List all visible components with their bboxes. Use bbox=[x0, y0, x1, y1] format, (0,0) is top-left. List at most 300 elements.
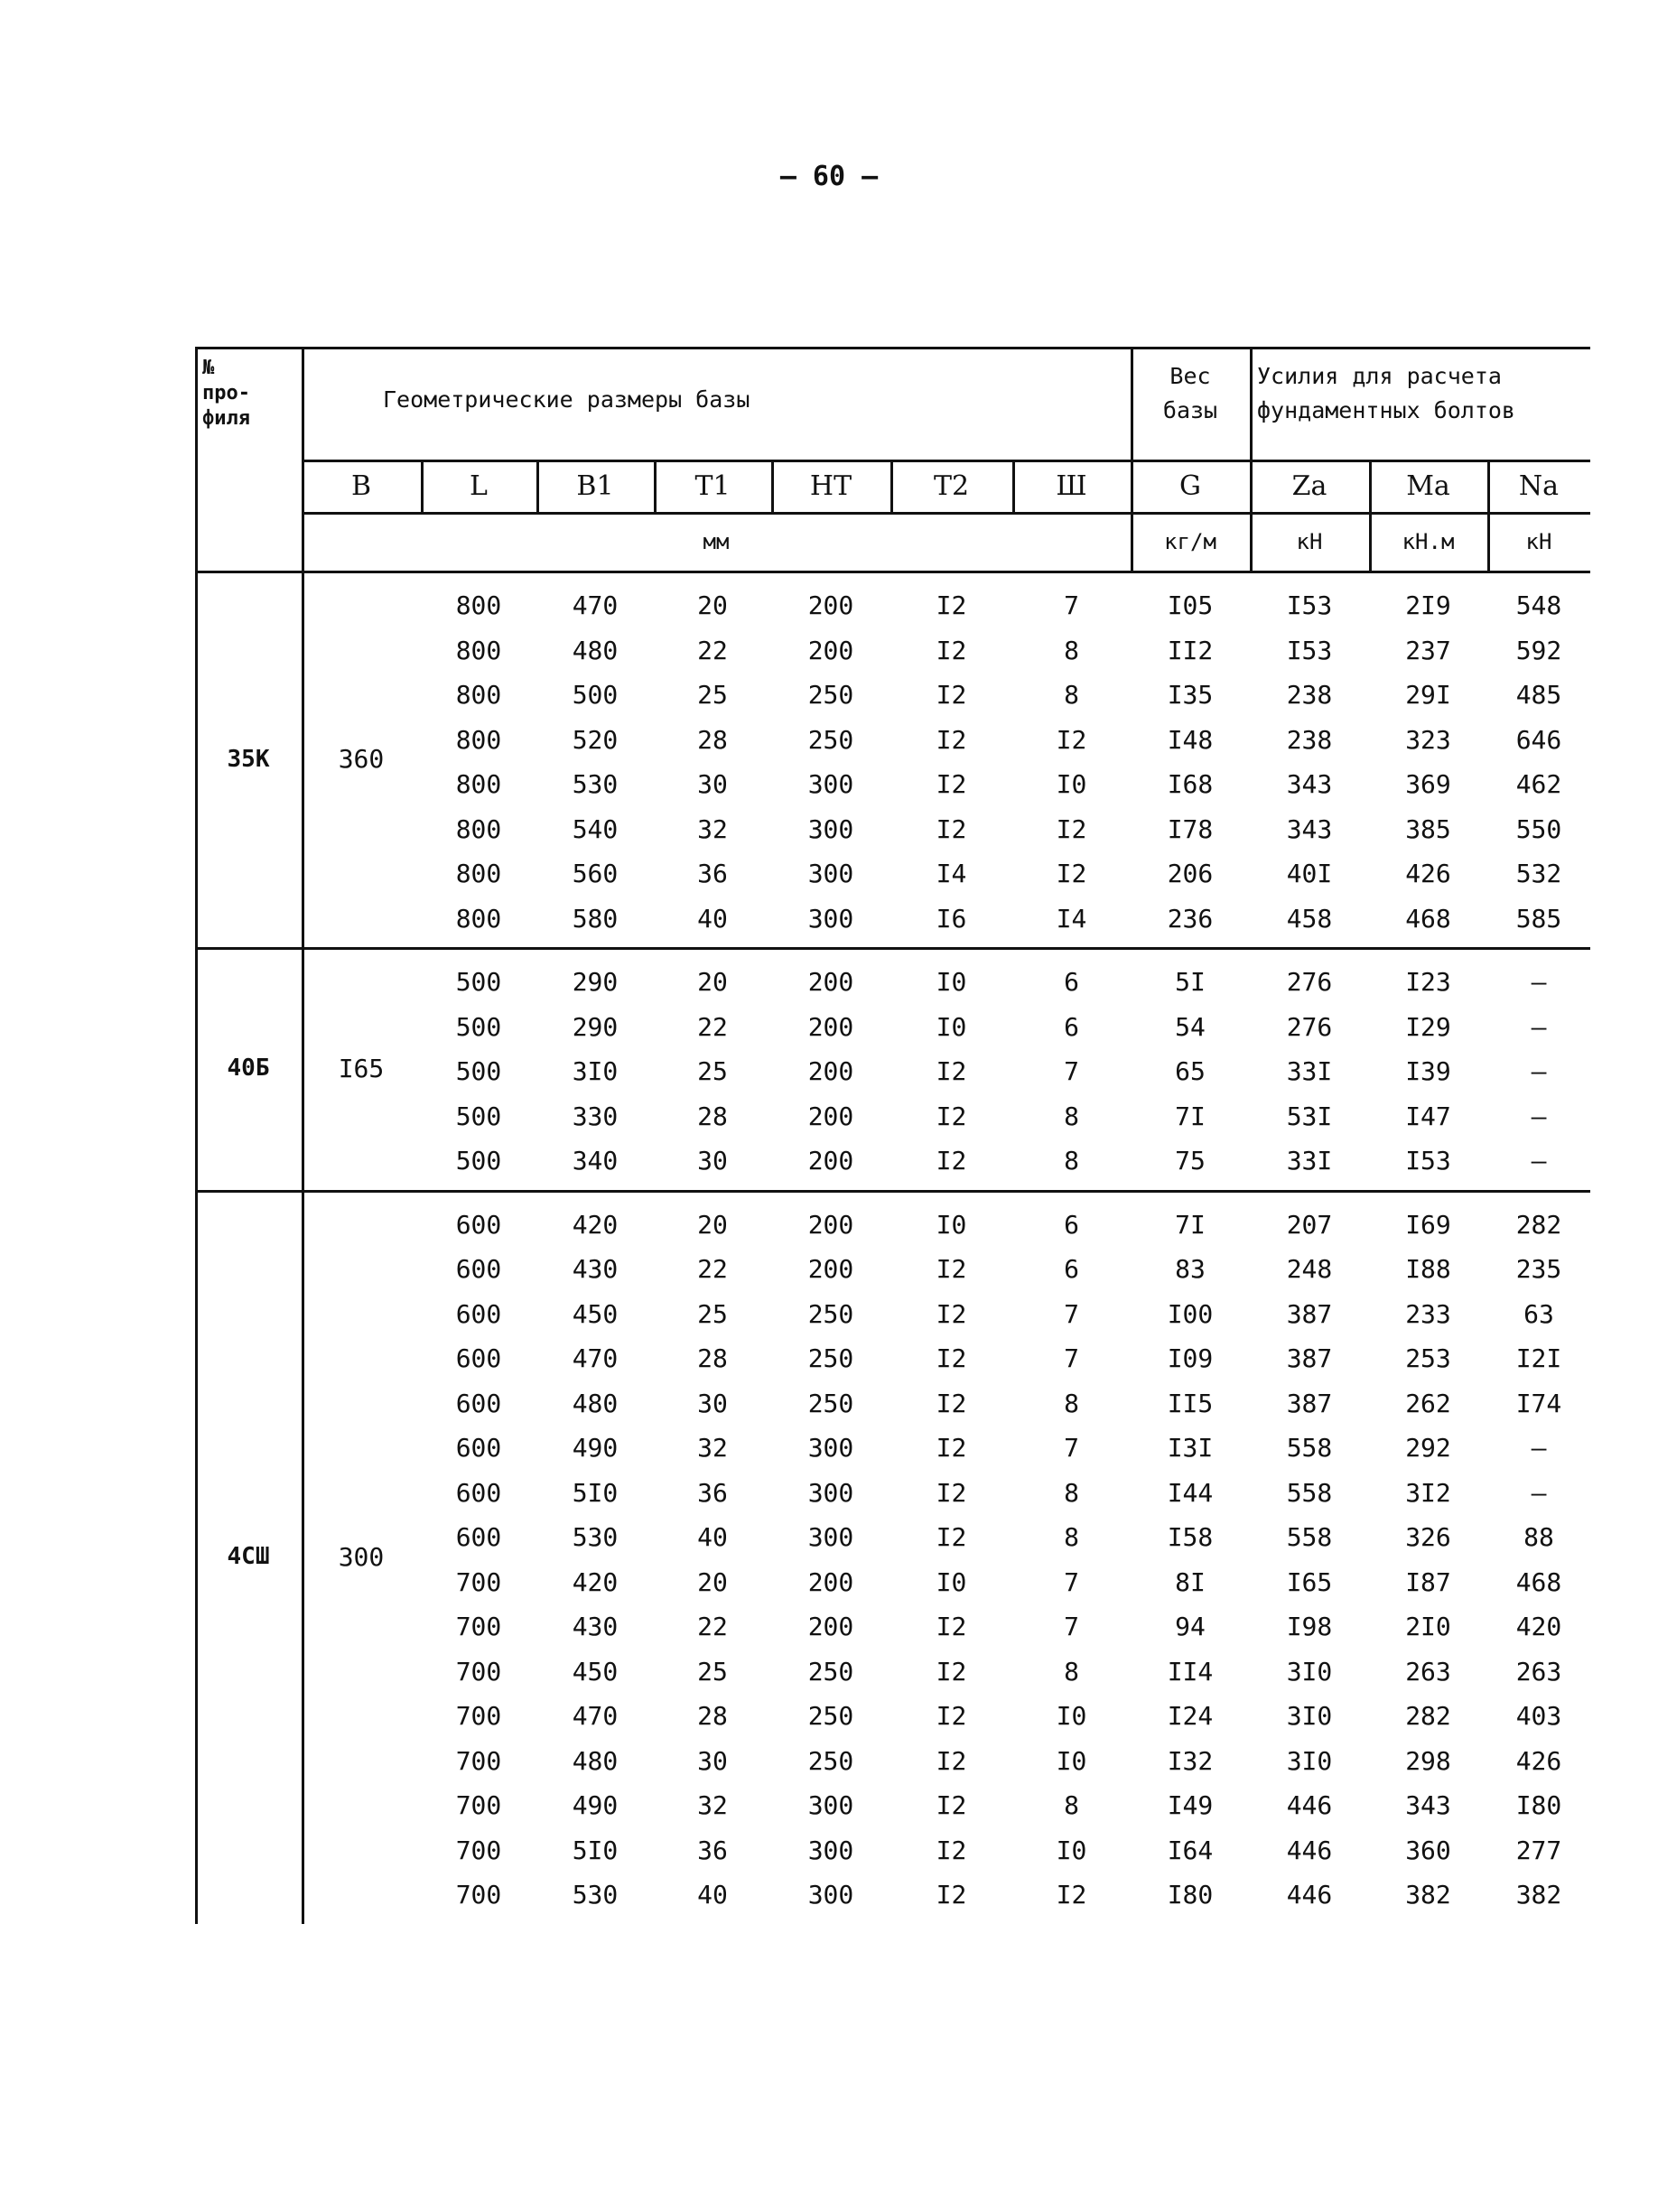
table-cell: 292 bbox=[1405, 1433, 1451, 1464]
table-cell: 250 bbox=[807, 680, 854, 711]
table-cell: I2 bbox=[936, 1745, 967, 1776]
table-cell: I47 bbox=[1405, 1101, 1451, 1131]
table-cell: 300 bbox=[807, 1835, 854, 1865]
base-dimensions-table bbox=[195, 347, 1590, 1918]
table-cell: 40 bbox=[697, 903, 728, 934]
table-cell: 36 bbox=[697, 1477, 728, 1508]
table-cell: I65 bbox=[1286, 1566, 1333, 1597]
table-cell: 8 bbox=[1064, 1101, 1079, 1131]
table-cell: 22 bbox=[697, 1612, 728, 1642]
table-cell: I2 bbox=[936, 590, 967, 621]
table-cell: 300 bbox=[807, 903, 854, 934]
table-cell: 2I9 bbox=[1405, 590, 1451, 621]
table-cell: I78 bbox=[1167, 813, 1214, 844]
table-cell: 28 bbox=[697, 1701, 728, 1732]
table-cell: I53 bbox=[1405, 1146, 1451, 1176]
table-cell: I39 bbox=[1405, 1056, 1451, 1087]
table-cell: 387 bbox=[1286, 1343, 1333, 1374]
table-cell: 480 bbox=[572, 635, 619, 665]
table-cell: 33I bbox=[1286, 1056, 1333, 1087]
header-column-line bbox=[890, 460, 893, 512]
table-cell: I3I bbox=[1167, 1433, 1214, 1464]
table-cell: 6 bbox=[1064, 1011, 1079, 1042]
table-cell: 32 bbox=[697, 1433, 728, 1464]
table-cell: I2 bbox=[1056, 1880, 1087, 1910]
table-cell: I88 bbox=[1405, 1254, 1451, 1285]
table-cell: 7 bbox=[1064, 1566, 1079, 1597]
table-cell: 25 bbox=[697, 1656, 728, 1687]
header-column-line bbox=[1250, 347, 1253, 571]
table-cell: II2 bbox=[1167, 635, 1214, 665]
table-cell: 600 bbox=[455, 1209, 502, 1240]
table-cell: 558 bbox=[1286, 1522, 1333, 1553]
table-cell: I0 bbox=[1056, 1745, 1087, 1776]
table-cell: 3I0 bbox=[1286, 1745, 1333, 1776]
table-cell: 7I bbox=[1175, 1209, 1206, 1240]
table-cell: 8 bbox=[1064, 1790, 1079, 1821]
table-cell: 548 bbox=[1515, 590, 1562, 621]
table-cell: – bbox=[1531, 1056, 1547, 1087]
table-cell: 276 bbox=[1286, 1011, 1333, 1042]
table-cell: I2 bbox=[936, 1790, 967, 1821]
table-cell: 382 bbox=[1515, 1880, 1562, 1910]
table-cell: I68 bbox=[1167, 769, 1214, 800]
table-cell: 7 bbox=[1064, 1056, 1079, 1087]
table-cell: 32 bbox=[697, 1790, 728, 1821]
table-cell: 500 bbox=[455, 1101, 502, 1131]
profile-column-line bbox=[302, 571, 304, 1924]
table-cell: 75 bbox=[1175, 1146, 1206, 1176]
table-cell: 560 bbox=[572, 859, 619, 889]
table-cell: 3I0 bbox=[1286, 1701, 1333, 1732]
profile-number-header-line: № bbox=[202, 357, 215, 379]
table-cell: – bbox=[1531, 1477, 1547, 1508]
table-cell: 30 bbox=[697, 1146, 728, 1176]
table-cell: 530 bbox=[572, 1880, 619, 1910]
unit-kg-m: кг/м bbox=[1164, 528, 1216, 554]
table-cell: 700 bbox=[455, 1835, 502, 1865]
table-cell: 580 bbox=[572, 903, 619, 934]
table-cell: 282 bbox=[1405, 1701, 1451, 1732]
table-cell: 500 bbox=[455, 1146, 502, 1176]
table-cell: 468 bbox=[1405, 903, 1451, 934]
table-cell: 420 bbox=[572, 1209, 619, 1240]
table-cell: 5I0 bbox=[572, 1835, 619, 1865]
table-cell: 282 bbox=[1515, 1209, 1562, 1240]
table-cell: 250 bbox=[807, 724, 854, 755]
table-cell: 426 bbox=[1405, 859, 1451, 889]
table-cell: I80 bbox=[1167, 1880, 1214, 1910]
table-cell: 800 bbox=[455, 590, 502, 621]
table-cell: 300 bbox=[807, 1790, 854, 1821]
table-cell: 207 bbox=[1286, 1209, 1333, 1240]
table-cell: 800 bbox=[455, 903, 502, 934]
table-cell: 200 bbox=[807, 1612, 854, 1642]
table-cell: I2 bbox=[936, 1835, 967, 1865]
table-cell: 250 bbox=[807, 1298, 854, 1329]
table-cell: I2 bbox=[1056, 813, 1087, 844]
table-cell: 500 bbox=[455, 1056, 502, 1087]
table-cell: I0 bbox=[1056, 1701, 1087, 1732]
table-cell: I2 bbox=[936, 1298, 967, 1329]
table-cell: 200 bbox=[807, 967, 854, 998]
table-cell: 470 bbox=[572, 1343, 619, 1374]
table-cell: 300 bbox=[807, 859, 854, 889]
table-cell: I2 bbox=[936, 1433, 967, 1464]
table-cell: 800 bbox=[455, 635, 502, 665]
base-weight-header-line: Вес bbox=[1169, 363, 1211, 389]
table-cell: 8 bbox=[1064, 1388, 1079, 1418]
table-cell: 700 bbox=[455, 1701, 502, 1732]
column-header-8: G bbox=[1179, 469, 1201, 502]
group-divider bbox=[195, 947, 1590, 950]
table-cell: 700 bbox=[455, 1745, 502, 1776]
table-cell: I53 bbox=[1286, 635, 1333, 665]
table-cell: II4 bbox=[1167, 1656, 1214, 1687]
table-cell: 250 bbox=[807, 1656, 854, 1687]
table-cell: 600 bbox=[455, 1388, 502, 1418]
table-cell: 250 bbox=[807, 1388, 854, 1418]
table-cell: 592 bbox=[1515, 635, 1562, 665]
table-cell: 63 bbox=[1523, 1298, 1554, 1329]
table-cell: 253 bbox=[1405, 1343, 1451, 1374]
table-cell: 7 bbox=[1064, 1298, 1079, 1329]
forces-header bbox=[1250, 347, 1597, 472]
table-cell: 500 bbox=[455, 1011, 502, 1042]
table-cell: 600 bbox=[455, 1477, 502, 1508]
table-cell: 558 bbox=[1286, 1433, 1333, 1464]
forces-header-line: Усилия для расчета bbox=[1257, 363, 1502, 389]
table-cell: 263 bbox=[1405, 1656, 1451, 1687]
table-cell: I4 bbox=[1056, 903, 1087, 934]
unit-za: кН bbox=[1296, 528, 1323, 554]
table-cell: 40 bbox=[697, 1880, 728, 1910]
table-cell: I6 bbox=[936, 903, 967, 934]
table-cell: 88 bbox=[1523, 1522, 1554, 1553]
table-cell: 330 bbox=[572, 1101, 619, 1131]
table-cell: 300 bbox=[807, 1477, 854, 1508]
table-cell: I29 bbox=[1405, 1011, 1451, 1042]
unit-mm: мм bbox=[703, 528, 730, 554]
base-weight-header bbox=[1131, 347, 1250, 472]
profile-name: 40Б bbox=[227, 1055, 270, 1083]
table-cell: 65 bbox=[1175, 1056, 1206, 1087]
table-cell: II5 bbox=[1167, 1388, 1214, 1418]
header-column-line bbox=[536, 460, 539, 512]
header-column-line bbox=[771, 460, 774, 512]
column-header-6: T2 bbox=[933, 469, 970, 502]
table-cell: I44 bbox=[1167, 1477, 1214, 1508]
table-cell: 450 bbox=[572, 1298, 619, 1329]
table-cell: 236 bbox=[1167, 903, 1214, 934]
table-cell: I0 bbox=[936, 1209, 967, 1240]
column-header-2: L bbox=[470, 469, 488, 502]
table-cell: 800 bbox=[455, 680, 502, 711]
unit-ma: кН.м bbox=[1402, 528, 1455, 554]
table-cell: 238 bbox=[1286, 724, 1333, 755]
table-cell: 485 bbox=[1515, 680, 1562, 711]
table-cell: 800 bbox=[455, 724, 502, 755]
table-cell: 600 bbox=[455, 1254, 502, 1285]
table-cell: I0 bbox=[936, 1011, 967, 1042]
table-cell: 600 bbox=[455, 1343, 502, 1374]
table-cell: 8 bbox=[1064, 635, 1079, 665]
table-cell: I2 bbox=[936, 1056, 967, 1087]
column-header-10: Ma bbox=[1406, 469, 1450, 502]
table-cell: I0 bbox=[936, 967, 967, 998]
table-cell: 22 bbox=[697, 1011, 728, 1042]
page-number: – 60 – bbox=[779, 161, 879, 192]
table-cell: 360 bbox=[1405, 1835, 1451, 1865]
column-header-7: Ш bbox=[1056, 469, 1087, 502]
column-header-11: Na bbox=[1518, 469, 1560, 502]
table-cell: 430 bbox=[572, 1612, 619, 1642]
table-cell: 200 bbox=[807, 590, 854, 621]
table-cell: I0 bbox=[1056, 1835, 1087, 1865]
table-cell: 33I bbox=[1286, 1146, 1333, 1176]
table-cell: 490 bbox=[572, 1433, 619, 1464]
table-cell: 480 bbox=[572, 1388, 619, 1418]
table-cell: I2 bbox=[936, 1612, 967, 1642]
table-cell: I2 bbox=[936, 1254, 967, 1285]
table-cell: 700 bbox=[455, 1612, 502, 1642]
table-cell: I2 bbox=[936, 1880, 967, 1910]
table-cell: 450 bbox=[572, 1656, 619, 1687]
table-cell: I2 bbox=[936, 813, 967, 844]
table-cell: 25 bbox=[697, 1298, 728, 1329]
table-cell: 446 bbox=[1286, 1835, 1333, 1865]
table-cell: I2 bbox=[936, 1343, 967, 1374]
table-cell: 387 bbox=[1286, 1388, 1333, 1418]
column-header-5: HT bbox=[809, 469, 852, 502]
table-cell: 343 bbox=[1286, 769, 1333, 800]
table-cell: 500 bbox=[572, 680, 619, 711]
table-cell: 403 bbox=[1515, 1701, 1562, 1732]
table-cell: 3I0 bbox=[572, 1056, 619, 1087]
table-cell: 420 bbox=[1515, 1612, 1562, 1642]
table-cell: 585 bbox=[1515, 903, 1562, 934]
table-cell: 20 bbox=[697, 967, 728, 998]
table-cell: I4 bbox=[936, 859, 967, 889]
header-column-line bbox=[302, 347, 304, 571]
column-header-1: B bbox=[350, 469, 372, 502]
table-cell: I2 bbox=[936, 1101, 967, 1131]
table-cell: I80 bbox=[1515, 1790, 1562, 1821]
table-cell: 540 bbox=[572, 813, 619, 844]
table-cell: 343 bbox=[1405, 1790, 1451, 1821]
table-cell: I64 bbox=[1167, 1835, 1214, 1865]
profile-number-header-line: филя bbox=[202, 407, 250, 430]
table-cell: 458 bbox=[1286, 903, 1333, 934]
table-cell: I58 bbox=[1167, 1522, 1214, 1553]
table-cell: 323 bbox=[1405, 724, 1451, 755]
table-cell: 326 bbox=[1405, 1522, 1451, 1553]
table-cell: I00 bbox=[1167, 1298, 1214, 1329]
table-cell: I0 bbox=[936, 1566, 967, 1597]
table-cell: 237 bbox=[1405, 635, 1451, 665]
table-cell: 8 bbox=[1064, 1522, 1079, 1553]
table-cell: 250 bbox=[807, 1701, 854, 1732]
table-cell: 262 bbox=[1405, 1388, 1451, 1418]
table-cell: 54 bbox=[1175, 1011, 1206, 1042]
table-cell: 530 bbox=[572, 769, 619, 800]
table-cell: I2I bbox=[1515, 1343, 1562, 1374]
table-cell: 8 bbox=[1064, 1477, 1079, 1508]
group-divider bbox=[195, 1190, 1590, 1193]
table-cell: 40 bbox=[697, 1522, 728, 1553]
table-cell: 8 bbox=[1064, 1656, 1079, 1687]
table-cell: I24 bbox=[1167, 1701, 1214, 1732]
profile-name: 4СШ bbox=[227, 1543, 270, 1570]
table-cell: 263 bbox=[1515, 1656, 1562, 1687]
table-cell: I05 bbox=[1167, 590, 1214, 621]
table-cell: 25 bbox=[697, 1056, 728, 1087]
table-cell: 200 bbox=[807, 1209, 854, 1240]
table-cell: 30 bbox=[697, 1388, 728, 1418]
column-header-3: B1 bbox=[576, 469, 614, 502]
table-cell: 646 bbox=[1515, 724, 1562, 755]
table-cell: – bbox=[1531, 1011, 1547, 1042]
table-cell: 426 bbox=[1515, 1745, 1562, 1776]
table-cell: I2 bbox=[936, 1701, 967, 1732]
table-cell: 800 bbox=[455, 769, 502, 800]
table-cell: 8I bbox=[1175, 1566, 1206, 1597]
table-cell: 7 bbox=[1064, 1433, 1079, 1464]
table-cell: 276 bbox=[1286, 967, 1333, 998]
table-cell: 250 bbox=[807, 1745, 854, 1776]
table-cell: 29I bbox=[1405, 680, 1451, 711]
table-cell: 470 bbox=[572, 1701, 619, 1732]
table-cell: – bbox=[1531, 967, 1547, 998]
table-cell: I2 bbox=[936, 635, 967, 665]
table-cell: 532 bbox=[1515, 859, 1562, 889]
table-cell: 700 bbox=[455, 1880, 502, 1910]
table-cell: 300 bbox=[807, 1433, 854, 1464]
table-cell: I53 bbox=[1286, 590, 1333, 621]
table-cell: 300 bbox=[807, 1522, 854, 1553]
header-column-line bbox=[654, 460, 657, 512]
table-cell: I2 bbox=[936, 1656, 967, 1687]
table-cell: 369 bbox=[1405, 769, 1451, 800]
table-cell: 3I2 bbox=[1405, 1477, 1451, 1508]
table-cell: I09 bbox=[1167, 1343, 1214, 1374]
table-cell: 200 bbox=[807, 1101, 854, 1131]
table-cell: 200 bbox=[807, 1146, 854, 1176]
table-cell: I2 bbox=[1056, 859, 1087, 889]
table-cell: 6 bbox=[1064, 967, 1079, 998]
table-cell: – bbox=[1531, 1101, 1547, 1131]
profile-number-header bbox=[195, 356, 309, 455]
table-cell: 490 bbox=[572, 1790, 619, 1821]
table-cell: 800 bbox=[455, 813, 502, 844]
b-value: 300 bbox=[338, 1541, 385, 1572]
table-cell: 480 bbox=[572, 1745, 619, 1776]
table-cell: 550 bbox=[1515, 813, 1562, 844]
table-cell: 25 bbox=[697, 680, 728, 711]
table-cell: 233 bbox=[1405, 1298, 1451, 1329]
table-cell: 28 bbox=[697, 1101, 728, 1131]
table-cell: I2 bbox=[1056, 724, 1087, 755]
table-cell: 28 bbox=[697, 1343, 728, 1374]
table-cell: 385 bbox=[1405, 813, 1451, 844]
table-cell: 600 bbox=[455, 1298, 502, 1329]
table-cell: 520 bbox=[572, 724, 619, 755]
unit-na: кН bbox=[1525, 528, 1552, 554]
table-cell: 470 bbox=[572, 590, 619, 621]
table-cell: I23 bbox=[1405, 967, 1451, 998]
table-cell: I2 bbox=[936, 1146, 967, 1176]
table-cell: 800 bbox=[455, 859, 502, 889]
table-cell: 340 bbox=[572, 1146, 619, 1176]
table-cell: 83 bbox=[1175, 1254, 1206, 1285]
table-cell: I2 bbox=[936, 1522, 967, 1553]
column-header-4: T1 bbox=[694, 469, 731, 502]
table-cell: 94 bbox=[1175, 1612, 1206, 1642]
table-cell: 300 bbox=[807, 813, 854, 844]
base-weight-header-line: базы bbox=[1162, 397, 1218, 423]
table-cell: – bbox=[1531, 1433, 1547, 1464]
table-cell: 3I0 bbox=[1286, 1656, 1333, 1687]
table-cell: 300 bbox=[807, 1880, 854, 1910]
table-cell: 700 bbox=[455, 1790, 502, 1821]
table-cell: 298 bbox=[1405, 1745, 1451, 1776]
profile-name: 35К bbox=[227, 745, 270, 773]
table-left-border bbox=[195, 347, 198, 1924]
table-cell: 30 bbox=[697, 769, 728, 800]
table-cell: 6 bbox=[1064, 1254, 1079, 1285]
geometry-header: Геометрические размеры базы bbox=[383, 386, 750, 413]
table-cell: 6 bbox=[1064, 1209, 1079, 1240]
table-cell: 420 bbox=[572, 1566, 619, 1597]
table-cell: I69 bbox=[1405, 1209, 1451, 1240]
table-cell: 462 bbox=[1515, 769, 1562, 800]
table-cell: I48 bbox=[1167, 724, 1214, 755]
table-cell: 277 bbox=[1515, 1835, 1562, 1865]
table-cell: I2 bbox=[936, 680, 967, 711]
table-cell: 430 bbox=[572, 1254, 619, 1285]
table-cell: I35 bbox=[1167, 680, 1214, 711]
table-cell: 20 bbox=[697, 1566, 728, 1597]
table-cell: 343 bbox=[1286, 813, 1333, 844]
b-value: 360 bbox=[338, 744, 385, 774]
table-cell: 7I bbox=[1175, 1101, 1206, 1131]
header-bottom-border bbox=[195, 571, 1590, 573]
table-cell: 446 bbox=[1286, 1880, 1333, 1910]
table-cell: I98 bbox=[1286, 1612, 1333, 1642]
table-cell: 5I0 bbox=[572, 1477, 619, 1508]
table-cell: 290 bbox=[572, 967, 619, 998]
table-cell: I74 bbox=[1515, 1388, 1562, 1418]
table-cell: 30 bbox=[697, 1745, 728, 1776]
table-cell: 238 bbox=[1286, 680, 1333, 711]
table-cell: 20 bbox=[697, 1209, 728, 1240]
table-cell: 200 bbox=[807, 1011, 854, 1042]
table-cell: 300 bbox=[807, 769, 854, 800]
header-column-line bbox=[1131, 347, 1133, 571]
table-cell: 7 bbox=[1064, 1343, 1079, 1374]
table-cell: 200 bbox=[807, 1566, 854, 1597]
b-value: I65 bbox=[338, 1053, 385, 1083]
table-cell: 7 bbox=[1064, 590, 1079, 621]
header-column-line bbox=[1369, 460, 1372, 571]
table-cell: 387 bbox=[1286, 1298, 1333, 1329]
forces-header-line: фундаментных болтов bbox=[1257, 397, 1515, 423]
table-cell: 20 bbox=[697, 590, 728, 621]
header-column-line bbox=[421, 460, 424, 512]
table-cell: 200 bbox=[807, 1056, 854, 1087]
column-header-9: Za bbox=[1291, 469, 1327, 502]
table-cell: 2I0 bbox=[1405, 1612, 1451, 1642]
